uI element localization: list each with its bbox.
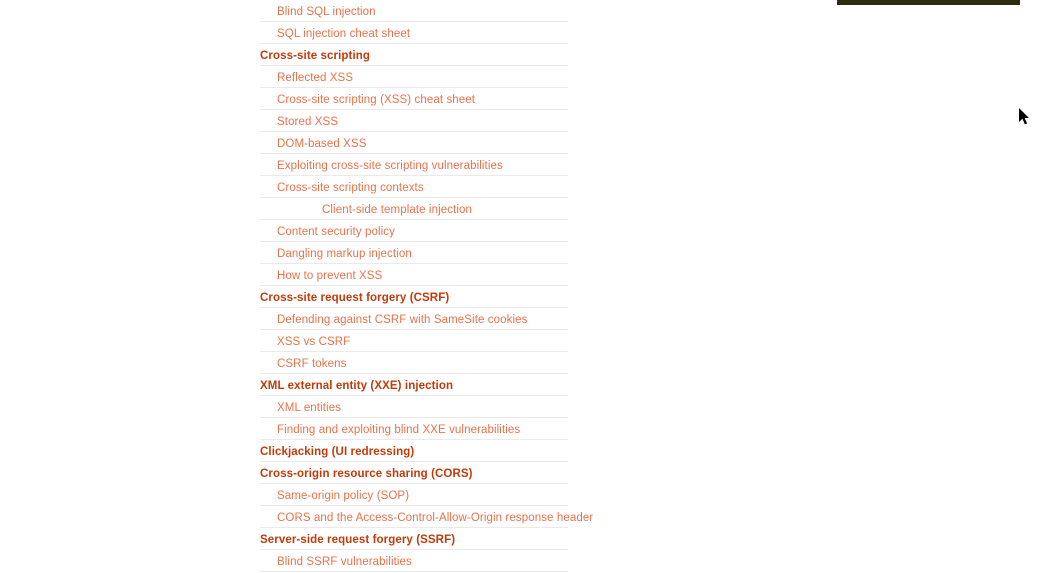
nav-section-header[interactable] [260, 374, 568, 396]
nav-section-header[interactable] [260, 528, 568, 550]
nav-link-row[interactable] [260, 264, 568, 286]
nav-item-label[interactable]: XML external entity (XXE) injection [260, 380, 454, 392]
nav-link-row[interactable] [260, 550, 568, 572]
nav-link-row[interactable] [260, 506, 594, 528]
nav-section-header[interactable] [260, 462, 568, 484]
nav-item-label[interactable]: Client-side template injection [322, 204, 473, 216]
nav-item-label[interactable]: CSRF tokens [277, 358, 347, 370]
nav-item-label[interactable]: Reflected XSS [277, 72, 354, 84]
nav-link-row[interactable] [260, 132, 568, 154]
nav-link-row[interactable] [260, 352, 568, 374]
nav-link-row[interactable] [260, 418, 568, 440]
nav-item-label[interactable]: Content security policy [277, 226, 395, 238]
nav-item-label[interactable]: Exploiting cross-site scripting vulnerabilities [277, 160, 503, 172]
nav-item-label[interactable]: Blind SQL injection [277, 6, 376, 18]
nav-item-label[interactable]: SQL injection cheat sheet [277, 28, 411, 40]
nav-link-row[interactable] [260, 154, 568, 176]
nav-item-label[interactable]: Finding and exploiting blind XXE vulnerabilities [277, 424, 521, 436]
nav-section-header[interactable] [260, 286, 568, 308]
nav-link-row[interactable] [260, 242, 568, 264]
nav-section-header[interactable] [260, 440, 568, 462]
nav-item-label[interactable]: Cross-site request forgery (CSRF) [260, 292, 450, 304]
nav-link-row[interactable] [260, 308, 568, 330]
nav-item-label[interactable]: CORS and the Access-Control-Allow-Origin response header [277, 512, 594, 524]
nav-link-row[interactable] [260, 110, 568, 132]
nav-item-label[interactable]: Same-origin policy (SOP) [277, 490, 410, 502]
nav-link-row[interactable] [260, 330, 568, 352]
nav-link-row[interactable] [260, 396, 568, 418]
nav-item-label[interactable]: Defending against CSRF with SameSite cookies [277, 314, 528, 326]
nav-section-header[interactable] [260, 44, 568, 66]
mouse-pointer-icon [1019, 108, 1031, 126]
top-banner-strip [837, 0, 1020, 5]
nav-item-label[interactable]: Server-side request forgery (SSRF) [260, 534, 456, 546]
nav-item-label[interactable]: DOM-based XSS [277, 138, 367, 150]
nav-link-row[interactable] [260, 484, 568, 506]
nav-link-row[interactable] [260, 22, 568, 44]
nav-link-row[interactable] [260, 176, 568, 198]
nav-item-label[interactable]: Clickjacking (UI redressing) [260, 446, 415, 458]
nav-item-label[interactable]: Cross-origin resource sharing (CORS) [260, 468, 473, 480]
topic-navigation-list [260, 0, 594, 572]
nav-link-row[interactable] [260, 0, 568, 22]
nav-item-label[interactable]: Stored XSS [277, 116, 339, 128]
nav-link-row[interactable] [260, 220, 568, 242]
nav-item-label[interactable]: Cross-site scripting [260, 50, 370, 62]
nav-link-row[interactable] [260, 66, 568, 88]
nav-item-label[interactable]: Cross-site scripting contexts [277, 182, 424, 194]
nav-item-label[interactable]: XML entities [277, 402, 342, 414]
nav-item-label[interactable]: Dangling markup injection [277, 248, 412, 260]
nav-link-row[interactable] [260, 88, 568, 110]
nav-item-label[interactable]: How to prevent XSS [277, 270, 383, 282]
nav-item-label[interactable]: XSS vs CSRF [277, 336, 351, 348]
nav-link-row[interactable] [260, 198, 568, 220]
nav-item-label[interactable]: Blind SSRF vulnerabilities [277, 556, 412, 568]
nav-item-label[interactable]: Cross-site scripting (XSS) cheat sheet [277, 94, 476, 106]
